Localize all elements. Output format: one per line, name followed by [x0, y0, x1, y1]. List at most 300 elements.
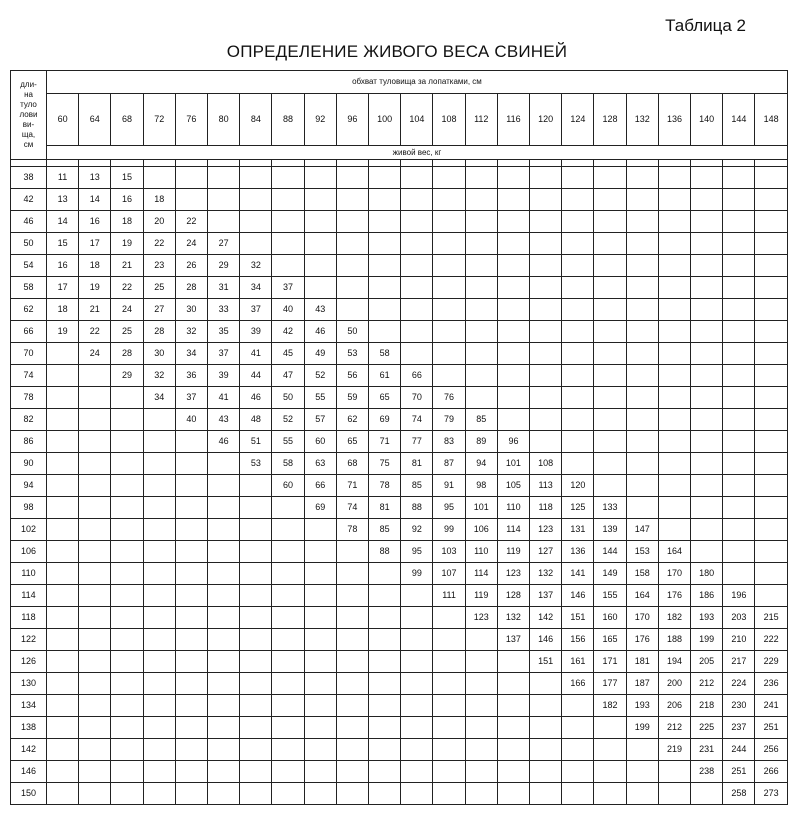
weight-cell: 141: [562, 563, 594, 585]
weight-cell: [594, 299, 626, 321]
weight-cell: 196: [723, 585, 755, 607]
weight-cell: [304, 277, 336, 299]
weight-cell: [691, 783, 723, 805]
spacer-cell: [79, 160, 111, 167]
weight-cell: [272, 497, 304, 519]
weight-cell: 103: [433, 541, 465, 563]
weight-cell: [240, 475, 272, 497]
weight-cell: [240, 607, 272, 629]
spacer-cell: [401, 160, 433, 167]
weight-cell: [433, 299, 465, 321]
weight-cell: [111, 717, 143, 739]
weight-cell: 110: [465, 541, 497, 563]
weight-cell: 34: [240, 277, 272, 299]
weight-cell: 147: [626, 519, 658, 541]
weight-cell: [594, 255, 626, 277]
weight-cell: [497, 299, 529, 321]
weight-cell: [691, 541, 723, 563]
weight-cell: 119: [497, 541, 529, 563]
weight-cell: [433, 695, 465, 717]
weight-cell: [208, 651, 240, 673]
weight-cell: [175, 673, 207, 695]
weight-cell: [465, 299, 497, 321]
weight-cell: [658, 761, 690, 783]
weight-cell: [79, 453, 111, 475]
weight-cell: [497, 409, 529, 431]
girth-value-header: 104: [401, 94, 433, 146]
girth-value-header: 76: [175, 94, 207, 146]
weight-cell: 78: [336, 519, 368, 541]
weight-cell: [304, 783, 336, 805]
weight-cell: [240, 233, 272, 255]
weight-cell: [626, 365, 658, 387]
weight-cell: [497, 343, 529, 365]
table-row: [11, 629, 788, 651]
weight-cell: [691, 189, 723, 211]
weight-cell: 161: [562, 651, 594, 673]
weight-cell: [562, 321, 594, 343]
weight-cell: [594, 739, 626, 761]
weight-cell: [79, 365, 111, 387]
weight-cell: [272, 233, 304, 255]
weight-cell: [433, 717, 465, 739]
weight-cell: [79, 387, 111, 409]
weight-cell: 33: [208, 299, 240, 321]
weight-cell: [562, 277, 594, 299]
table-row: [11, 255, 788, 277]
weight-cell: 65: [336, 431, 368, 453]
weight-cell: 65: [369, 387, 401, 409]
weight-cell: [723, 387, 755, 409]
weight-cell: [530, 673, 562, 695]
weight-cell: [336, 629, 368, 651]
weight-cell: 142: [530, 607, 562, 629]
weight-cell: [304, 607, 336, 629]
weight-cell: 229: [755, 651, 787, 673]
spacer-cell: [497, 160, 529, 167]
header-row-weight: [11, 146, 788, 160]
body-length-cell: 142: [11, 739, 47, 761]
weight-cell: 71: [369, 431, 401, 453]
weight-cell: [79, 431, 111, 453]
weight-cell: 219: [658, 739, 690, 761]
spacer-cell: [240, 160, 272, 167]
weight-cell: [240, 519, 272, 541]
weight-cell: [47, 629, 79, 651]
weight-cell: [755, 321, 787, 343]
girth-value-header: 124: [562, 94, 594, 146]
weight-cell: [240, 189, 272, 211]
weight-cell: [433, 607, 465, 629]
weight-cell: 17: [79, 233, 111, 255]
weight-cell: 37: [208, 343, 240, 365]
spacer-cell: [11, 160, 47, 167]
weight-cell: [755, 387, 787, 409]
weight-cell: [626, 255, 658, 277]
weight-cell: [497, 695, 529, 717]
weight-cell: 176: [658, 585, 690, 607]
table-row: [11, 365, 788, 387]
weight-cell: 47: [272, 365, 304, 387]
weight-cell: [723, 343, 755, 365]
weight-cell: [175, 695, 207, 717]
spacer-cell: [272, 160, 304, 167]
weight-cell: 114: [497, 519, 529, 541]
weight-cell: [336, 651, 368, 673]
weight-cell: 180: [691, 563, 723, 585]
girth-value-header: 128: [594, 94, 626, 146]
weight-cell: [208, 761, 240, 783]
weight-cell: [369, 189, 401, 211]
weight-cell: 99: [433, 519, 465, 541]
weight-cell: 171: [594, 651, 626, 673]
weight-cell: 74: [336, 497, 368, 519]
weight-cell: [175, 167, 207, 189]
weight-cell: 170: [626, 607, 658, 629]
weight-cell: 49: [304, 343, 336, 365]
weight-cell: [755, 475, 787, 497]
weight-cell: [562, 783, 594, 805]
weight-cell: 43: [208, 409, 240, 431]
weight-cell: [433, 761, 465, 783]
weight-cell: 128: [497, 585, 529, 607]
weight-cell: [143, 783, 175, 805]
table-label: Таблица 2: [665, 16, 746, 35]
weight-cell: 91: [433, 475, 465, 497]
weight-cell: [658, 783, 690, 805]
weight-cell: [691, 365, 723, 387]
weight-cell: 266: [755, 761, 787, 783]
weight-cell: 28: [111, 343, 143, 365]
weight-cell: [304, 563, 336, 585]
weight-cell: [47, 541, 79, 563]
weight-cell: [336, 541, 368, 563]
weight-cell: [594, 717, 626, 739]
weight-cell: 182: [658, 607, 690, 629]
weight-cell: [497, 255, 529, 277]
weight-cell: [626, 277, 658, 299]
weight-cell: [143, 739, 175, 761]
weight-cell: [658, 475, 690, 497]
weight-cell: [691, 299, 723, 321]
weight-cell: [208, 519, 240, 541]
weight-cell: 230: [723, 695, 755, 717]
weight-cell: [497, 783, 529, 805]
weight-cell: [336, 211, 368, 233]
weight-cell: 218: [691, 695, 723, 717]
weight-cell: [47, 673, 79, 695]
weight-cell: 215: [755, 607, 787, 629]
weight-cell: [433, 343, 465, 365]
weight-cell: [465, 211, 497, 233]
weight-cell: 16: [111, 189, 143, 211]
spacer-cell: [143, 160, 175, 167]
weight-cell: [497, 189, 529, 211]
weight-cell: [658, 321, 690, 343]
weight-cell: [143, 497, 175, 519]
weight-cell: [401, 211, 433, 233]
weight-cell: 11: [47, 167, 79, 189]
body-length-cell: 134: [11, 695, 47, 717]
body-length-cell: 130: [11, 673, 47, 695]
weight-cell: [691, 167, 723, 189]
table-row: [11, 321, 788, 343]
weight-cell: [369, 563, 401, 585]
weight-cell: [304, 585, 336, 607]
weight-cell: 193: [691, 607, 723, 629]
weight-cell: [497, 761, 529, 783]
weight-cell: [401, 321, 433, 343]
weight-cell: [336, 299, 368, 321]
weight-cell: [562, 299, 594, 321]
weight-cell: [401, 343, 433, 365]
live-weight-table: [10, 70, 788, 805]
weight-cell: [658, 277, 690, 299]
spacer-cell: [433, 160, 465, 167]
body-length-cell: 42: [11, 189, 47, 211]
weight-cell: 222: [755, 629, 787, 651]
weight-cell: [369, 321, 401, 343]
weight-cell: 108: [530, 453, 562, 475]
weight-cell: [143, 541, 175, 563]
weight-cell: [626, 321, 658, 343]
weight-cell: [433, 365, 465, 387]
weight-cell: 62: [336, 409, 368, 431]
body-length-header-line: дли-: [20, 80, 37, 89]
weight-cell: 107: [433, 563, 465, 585]
weight-cell: 127: [530, 541, 562, 563]
weight-cell: 32: [175, 321, 207, 343]
weight-cell: 146: [562, 585, 594, 607]
table-row: [11, 189, 788, 211]
weight-cell: [111, 739, 143, 761]
weight-cell: [304, 739, 336, 761]
weight-cell: 231: [691, 739, 723, 761]
weight-cell: [691, 497, 723, 519]
weight-cell: 21: [79, 299, 111, 321]
weight-cell: 88: [401, 497, 433, 519]
weight-cell: 206: [658, 695, 690, 717]
weight-cell: [594, 409, 626, 431]
table-row: [11, 519, 788, 541]
weight-cell: [111, 409, 143, 431]
weight-cell: [594, 189, 626, 211]
weight-cell: [143, 475, 175, 497]
body-length-cell: 126: [11, 651, 47, 673]
weight-cell: 59: [336, 387, 368, 409]
weight-cell: [369, 167, 401, 189]
weight-cell: [369, 717, 401, 739]
weight-cell: [658, 211, 690, 233]
weight-cell: [626, 299, 658, 321]
weight-cell: [594, 343, 626, 365]
weight-cell: [401, 607, 433, 629]
weight-cell: [658, 365, 690, 387]
girth-value-header: 120: [530, 94, 562, 146]
weight-cell: 153: [626, 541, 658, 563]
weight-cell: 55: [304, 387, 336, 409]
girth-value-header: 112: [465, 94, 497, 146]
weight-cell: [47, 717, 79, 739]
weight-cell: [594, 277, 626, 299]
weight-cell: [111, 783, 143, 805]
weight-cell: [79, 541, 111, 563]
weight-cell: 44: [240, 365, 272, 387]
weight-cell: [304, 717, 336, 739]
spacer-cell: [530, 160, 562, 167]
weight-cell: [175, 475, 207, 497]
weight-cell: 88: [369, 541, 401, 563]
weight-cell: [240, 497, 272, 519]
girth-value-header: 60: [47, 94, 79, 146]
live-weight-header: живой вес, кг: [47, 146, 788, 160]
weight-cell: 50: [272, 387, 304, 409]
weight-cell: 22: [175, 211, 207, 233]
weight-cell: [336, 563, 368, 585]
weight-cell: 19: [47, 321, 79, 343]
weight-cell: 41: [240, 343, 272, 365]
weight-cell: [111, 519, 143, 541]
weight-cell: [79, 673, 111, 695]
table-row: [11, 739, 788, 761]
weight-cell: [304, 541, 336, 563]
weight-cell: [658, 299, 690, 321]
weight-cell: [594, 211, 626, 233]
weight-cell: [47, 519, 79, 541]
weight-cell: 29: [208, 255, 240, 277]
weight-cell: 155: [594, 585, 626, 607]
weight-cell: 76: [433, 387, 465, 409]
weight-cell: [240, 167, 272, 189]
weight-cell: 28: [143, 321, 175, 343]
weight-cell: 25: [111, 321, 143, 343]
weight-cell: 60: [272, 475, 304, 497]
weight-cell: [143, 453, 175, 475]
weight-cell: [47, 563, 79, 585]
weight-cell: [336, 761, 368, 783]
spacer-cell: [336, 160, 368, 167]
weight-cell: [723, 365, 755, 387]
spacer-cell: [723, 160, 755, 167]
weight-cell: [530, 343, 562, 365]
weight-cell: [143, 563, 175, 585]
weight-cell: 20: [143, 211, 175, 233]
weight-cell: 22: [111, 277, 143, 299]
weight-cell: [530, 189, 562, 211]
weight-cell: 94: [465, 453, 497, 475]
weight-cell: [336, 607, 368, 629]
body-length-cell: 122: [11, 629, 47, 651]
weight-cell: [143, 717, 175, 739]
weight-cell: [240, 585, 272, 607]
weight-cell: [433, 211, 465, 233]
weight-cell: [240, 563, 272, 585]
weight-cell: [143, 409, 175, 431]
weight-cell: [272, 673, 304, 695]
body-length-cell: 46: [11, 211, 47, 233]
weight-cell: [755, 167, 787, 189]
weight-cell: [208, 783, 240, 805]
weight-cell: [723, 255, 755, 277]
weight-cell: [755, 277, 787, 299]
weight-cell: [240, 211, 272, 233]
weight-cell: [272, 255, 304, 277]
weight-cell: [47, 475, 79, 497]
weight-cell: [562, 695, 594, 717]
weight-cell: 187: [626, 673, 658, 695]
weight-cell: 37: [175, 387, 207, 409]
weight-cell: [175, 629, 207, 651]
weight-cell: [369, 629, 401, 651]
weight-cell: 92: [401, 519, 433, 541]
weight-cell: [755, 431, 787, 453]
weight-cell: 113: [530, 475, 562, 497]
weight-cell: [723, 475, 755, 497]
weight-cell: [465, 365, 497, 387]
weight-cell: [175, 519, 207, 541]
weight-cell: [497, 739, 529, 761]
body-length-cell: 50: [11, 233, 47, 255]
weight-cell: [240, 717, 272, 739]
weight-cell: [272, 167, 304, 189]
weight-cell: [369, 585, 401, 607]
weight-cell: [626, 387, 658, 409]
body-length-cell: 86: [11, 431, 47, 453]
weight-cell: [111, 673, 143, 695]
weight-cell: 238: [691, 761, 723, 783]
weight-cell: [562, 453, 594, 475]
weight-cell: [594, 167, 626, 189]
weight-cell: [497, 717, 529, 739]
girth-group-header: обхват туловища за лопатками, см: [47, 71, 788, 94]
weight-cell: 137: [497, 629, 529, 651]
weight-cell: 36: [175, 365, 207, 387]
girth-value-header: 64: [79, 94, 111, 146]
weight-cell: 79: [433, 409, 465, 431]
weight-cell: [626, 453, 658, 475]
weight-cell: [465, 761, 497, 783]
weight-cell: [562, 343, 594, 365]
weight-cell: [304, 233, 336, 255]
weight-cell: 123: [465, 607, 497, 629]
weight-cell: [143, 585, 175, 607]
weight-cell: [47, 783, 79, 805]
weight-cell: [369, 277, 401, 299]
girth-value-header: 96: [336, 94, 368, 146]
weight-cell: 53: [336, 343, 368, 365]
weight-cell: 156: [562, 629, 594, 651]
weight-cell: 106: [465, 519, 497, 541]
weight-cell: 111: [433, 585, 465, 607]
weight-cell: 95: [401, 541, 433, 563]
weight-cell: 160: [594, 607, 626, 629]
weight-cell: [47, 651, 79, 673]
weight-cell: [304, 629, 336, 651]
weight-cell: 85: [369, 519, 401, 541]
weight-cell: [465, 387, 497, 409]
weight-cell: 181: [626, 651, 658, 673]
body-length-cell: 110: [11, 563, 47, 585]
table-row: [11, 541, 788, 563]
weight-cell: [530, 365, 562, 387]
weight-cell: [208, 475, 240, 497]
weight-cell: [465, 651, 497, 673]
weight-cell: [755, 585, 787, 607]
weight-cell: 151: [530, 651, 562, 673]
weight-cell: 194: [658, 651, 690, 673]
weight-cell: [497, 387, 529, 409]
weight-cell: [626, 761, 658, 783]
